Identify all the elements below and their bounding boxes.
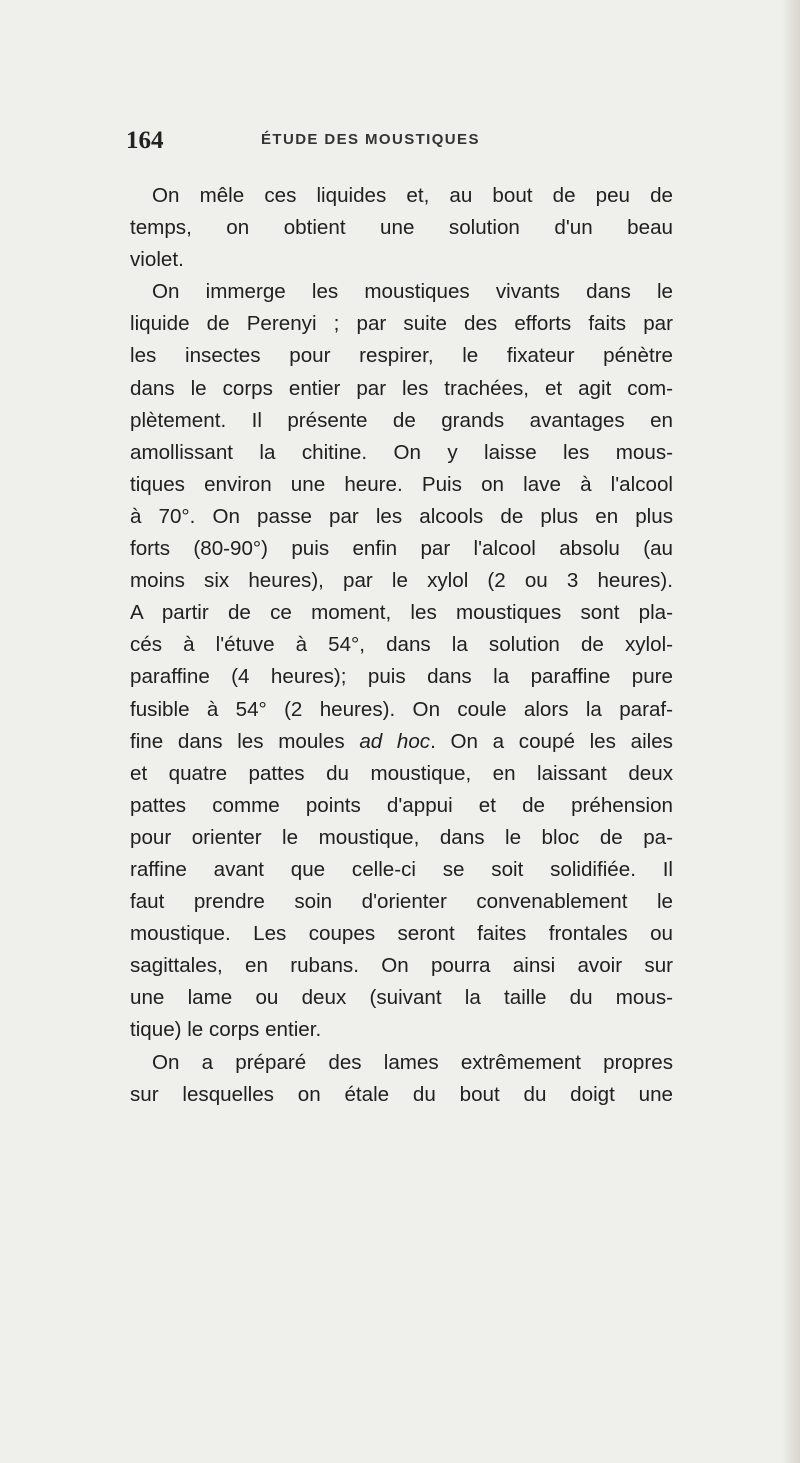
text-line: A partir de ce moment, les moustiques sont pla-	[130, 601, 673, 625]
text-line: forts (80-90°) puis enfin par l'alcool absolu (au	[130, 537, 673, 561]
text-line: sur lesquelles on étale du bout du doigt une	[130, 1082, 673, 1106]
text-line: une lame ou deux (suivant la taille du mous-	[130, 986, 673, 1010]
running-title: ÉTUDE DES MOUSTIQUES	[261, 131, 480, 148]
text-line: pour orienter le moustique, dans le bloc de pa-	[130, 825, 673, 849]
text-line: moustique. Les coupes seront faites frontales ou	[130, 922, 673, 946]
page-number: 164	[126, 127, 164, 154]
text-line: violet.	[130, 248, 184, 272]
text-line: paraffine (4 heures); puis dans la paraffine pure	[130, 665, 673, 689]
text-line: les insectes pour respirer, le fixateur pénètre	[130, 344, 673, 368]
page-edge-shadow	[782, 0, 800, 1463]
text-line: raffine avant que celle-ci se soit solidifiée. Il	[130, 857, 673, 881]
text-line-with-italic	[130, 726, 673, 758]
text-line: et quatre pattes du moustique, en laissant deux	[130, 761, 673, 785]
page-header	[126, 127, 646, 157]
text-line: sagittales, en rubans. On pourra ainsi avoir sur	[130, 954, 673, 978]
italic-term: ad hoc	[359, 729, 431, 753]
text-line: tiques environ une heure. Puis on lave à l'alcool	[130, 472, 673, 496]
text-line: On immerge les moustiques vivants dans le	[152, 280, 673, 304]
text-line: pattes comme points d'appui et de préhension	[130, 793, 673, 817]
text-line: liquide de Perenyi ; par suite des efforts faits par	[130, 312, 673, 336]
text-segment: fine dans les moules	[130, 729, 345, 753]
text-line: On mêle ces liquides et, au bout de peu de	[152, 184, 673, 207]
text-line: temps, on obtient une solution d'un beau	[130, 216, 673, 240]
text-line: à 70°. On passe par les alcools de plus en plus	[130, 504, 673, 528]
body-text	[130, 180, 673, 1111]
text-line: faut prendre soin d'orienter convenablement le	[130, 890, 673, 914]
text-line: tique) le corps entier.	[130, 1018, 322, 1042]
text-segment: . On a coupé les ailes	[430, 729, 673, 753]
text-line: fusible à 54° (2 heures). On coule alors la paraf-	[130, 697, 673, 721]
text-line: plètement. Il présente de grands avantages en	[130, 408, 673, 432]
text-line: amollissant la chitine. On y laisse les mous-	[130, 440, 673, 464]
text-line: moins six heures), par le xylol (2 ou 3 heures).	[130, 569, 673, 593]
text-line: On a préparé des lames extrêmement propres	[152, 1050, 673, 1074]
text-line: dans le corps entier par les trachées, et agit com-	[130, 376, 673, 400]
text-line: cés à l'étuve à 54°, dans la solution de xylol-	[130, 633, 673, 657]
